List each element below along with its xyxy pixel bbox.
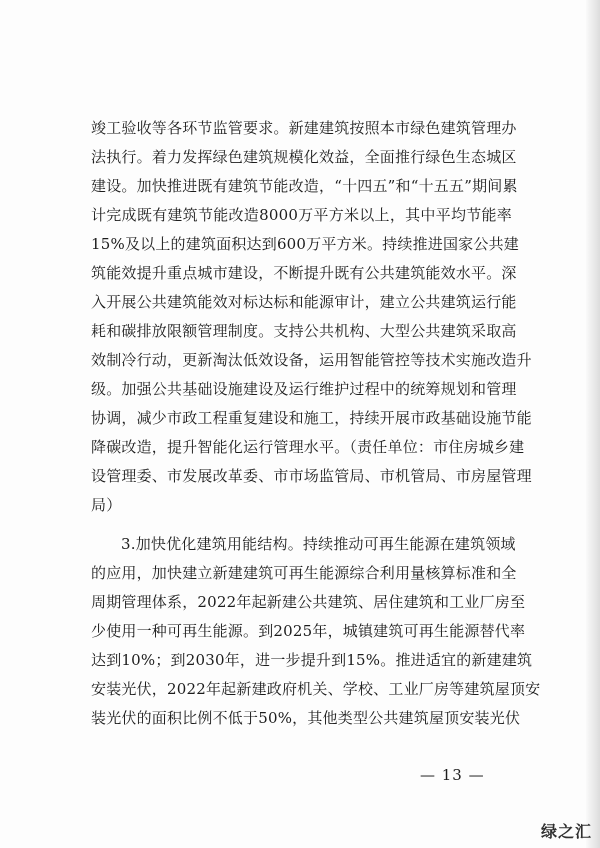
text-line: 15%及以上的建筑面积达到600万平方米。持续推进国家公共建 — [91, 235, 519, 253]
text-line: 周期管理体系，2022年起新建公共建筑、居住建筑和工业厂房至 — [91, 593, 526, 611]
text-line: 效制冷行动，更新淘汰低效设备，运用智能管控等技术实施改造升 — [91, 351, 532, 369]
text-line: 筑能效提升重点城市建设，不断提升既有公共建筑能效水平。深 — [91, 264, 517, 282]
paragraph-2 — [91, 530, 541, 733]
text-line: 入开展公共建筑能效对标达标和能源审计，建立公共建筑运行能 — [91, 293, 517, 311]
paragraph-gap — [91, 520, 512, 530]
text-line: 计完成既有建筑节能改造8000万平方米以上，其中平均节能率 — [91, 206, 512, 224]
text-line: 耗和碳排放限额管理制度。支持公共机构、大型公共建筑采取高 — [91, 322, 517, 340]
paragraph-1 — [91, 114, 532, 520]
text-line: 级。加强公共基础设施建设及运行维护过程中的统筹规划和管理 — [91, 380, 517, 398]
scan-edge-shadow — [586, 0, 600, 848]
page-number: — 13 — — [420, 766, 485, 784]
text-line: 装光伏的面积比例不低于50%，其他类型公共建筑屋顶安装光伏 — [91, 709, 521, 727]
section-heading-line: 3.加快优化建筑用能结构。持续推动可再生能源在建筑领域 — [121, 535, 516, 553]
watermark-logo: 绿之汇 — [540, 822, 592, 841]
text-line: 达到10%；到2030年，进一步提升到15%。推进适宜的新建建筑 — [91, 651, 533, 669]
text-line: 建设。加快推进既有建筑节能改造，“十四五”和“十五五”期间累 — [91, 177, 518, 195]
document-body — [91, 114, 541, 733]
text-line: 降碳改造，提升智能化运行管理水平。（责任单位：市住房城乡建 — [91, 438, 525, 456]
text-line: 局） — [91, 496, 122, 514]
text-line: 的应用，加快建立新建建筑可再生能源综合利用量核算标准和全 — [91, 564, 517, 582]
text-line: 设管理委、市发展改革委、市市场监管局、市机管局、市房屋管理 — [91, 467, 532, 485]
text-line: 竣工验收等各环节监管要求。新建建筑按照本市绿色建筑管理办 — [91, 119, 517, 137]
text-line: 法执行。着力发挥绿色建筑规模化效益，全面推行绿色生态城区 — [91, 148, 517, 166]
text-line: 安装光伏，2022年起新建政府机关、学校、工业厂房等建筑屋顶安 — [91, 680, 541, 698]
text-line: 少使用一种可再生能源。到2025年，城镇建筑可再生能源替代率 — [91, 622, 526, 640]
text-line: 协调，减少市政工程重复建设和施工，持续开展市政基础设施节能 — [91, 409, 532, 427]
